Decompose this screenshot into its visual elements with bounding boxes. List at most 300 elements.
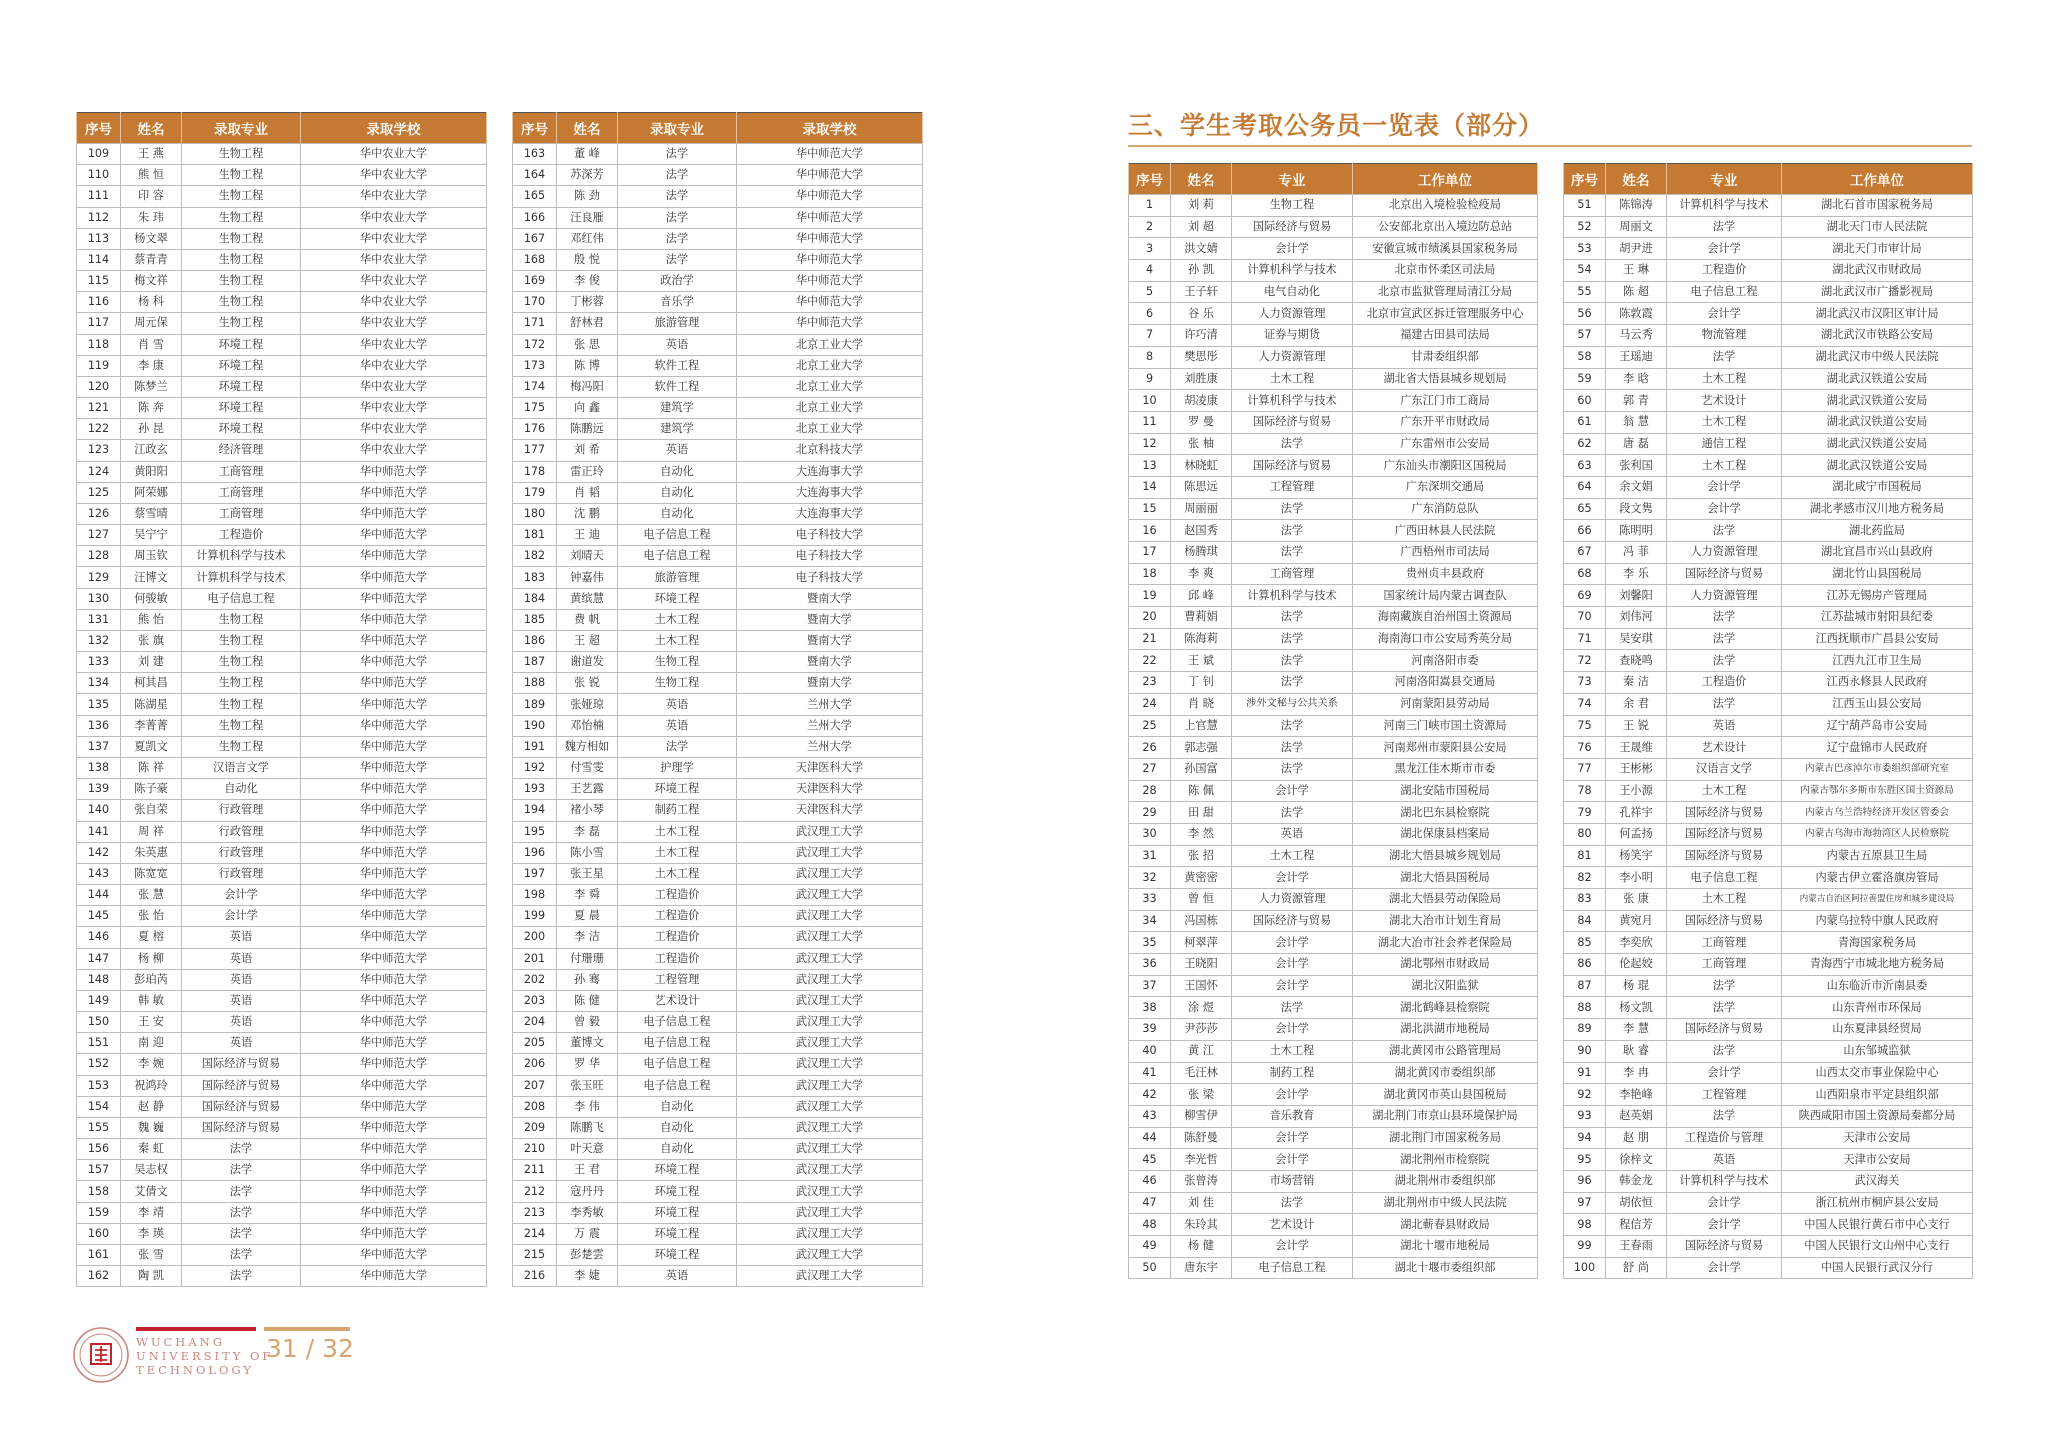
table-row (1129, 1214, 1538, 1236)
cell-major: 法学 (1232, 737, 1353, 759)
table-row (1129, 867, 1538, 889)
cell-index: 14 (1129, 476, 1171, 498)
cell-name: 李 然 (1171, 823, 1232, 845)
cell-index: 68 (1564, 563, 1606, 585)
cell-major: 会计学 (1232, 932, 1353, 954)
cell-index: 46 (1129, 1170, 1171, 1192)
cell-unit: 湖北竹山县国税局 (1782, 563, 1973, 585)
cell-unit: 华中师范大学 (301, 885, 487, 906)
table-row (1129, 975, 1538, 997)
cell-major: 工程造价 (618, 948, 737, 969)
cell-name: 吴安琪 (1606, 628, 1667, 650)
cell-unit: 华中师范大学 (301, 1181, 487, 1202)
table-row (1564, 585, 1973, 607)
cell-index: 216 (513, 1266, 557, 1287)
table-row (1129, 672, 1538, 694)
cell-unit: 武汉理工大学 (737, 1012, 923, 1033)
table-row (77, 1096, 487, 1117)
cell-major: 电子信息工程 (618, 1033, 737, 1054)
cell-major: 土木工程 (1232, 368, 1353, 390)
cell-name: 柯翠萍 (1171, 932, 1232, 954)
cell-unit: 华中师范大学 (737, 144, 923, 165)
cell-name: 谷 乐 (1171, 303, 1232, 325)
cell-unit: 广东开平市财政局 (1353, 411, 1538, 433)
cell-major: 行政管理 (182, 821, 301, 842)
cell-major: 工程管理 (618, 969, 737, 990)
cell-name: 张自荣 (121, 800, 182, 821)
cell-unit: 湖北荆门市京山县环境保护局 (1353, 1105, 1538, 1127)
table-row (1129, 845, 1538, 867)
cell-major: 人力资源管理 (1232, 346, 1353, 368)
cell-unit: 暨南大学 (737, 673, 923, 694)
cell-name: 江政玄 (121, 440, 182, 461)
table-row (513, 1117, 923, 1138)
cell-major: 法学 (1232, 542, 1353, 564)
cell-name: 秦 虹 (121, 1139, 182, 1160)
cell-unit: 湖北汉阳监狱 (1353, 975, 1538, 997)
cell-index: 18 (1129, 563, 1171, 585)
table-row (1129, 498, 1538, 520)
cell-index: 169 (513, 271, 557, 292)
table-row (77, 1054, 487, 1075)
cell-index: 58 (1564, 346, 1606, 368)
cell-unit: 华中师范大学 (301, 1033, 487, 1054)
cell-unit: 大连海事大学 (737, 482, 923, 503)
table-row (513, 398, 923, 419)
cell-major: 环境工程 (182, 419, 301, 440)
cell-index: 75 (1564, 715, 1606, 737)
cell-name: 柳雪伊 (1171, 1105, 1232, 1127)
cell-index: 67 (1564, 542, 1606, 564)
cell-major: 艺术设计 (1667, 737, 1782, 759)
cell-unit: 湖北安陆市国税局 (1353, 780, 1538, 802)
cell-name: 赵国秀 (1171, 520, 1232, 542)
cell-unit: 河南三门峡市国土资源局 (1353, 715, 1538, 737)
cell-major: 国际经济与贸易 (1667, 802, 1782, 824)
cell-unit: 华中师范大学 (301, 630, 487, 651)
cell-name: 何骏敏 (121, 588, 182, 609)
cell-index: 19 (1129, 585, 1171, 607)
cell-unit: 湖北孝感市汉川地方税务局 (1782, 498, 1973, 520)
cell-unit: 青海西宁市城北地方税务局 (1782, 954, 1973, 976)
cell-major: 工程管理 (1232, 476, 1353, 498)
cell-major: 法学 (182, 1202, 301, 1223)
cell-major: 环境工程 (618, 1181, 737, 1202)
table-row (77, 736, 487, 757)
table-row (1129, 281, 1538, 303)
cell-name: 李光哲 (1171, 1149, 1232, 1171)
cell-name: 陈宽宽 (121, 863, 182, 884)
column-header: 序号 (1129, 164, 1171, 195)
cell-unit: 兰州大学 (737, 736, 923, 757)
cell-name: 李菁菁 (121, 715, 182, 736)
cell-index: 188 (513, 673, 557, 694)
table-row (77, 207, 487, 228)
cell-unit: 湖北药监局 (1782, 520, 1973, 542)
table-row (1129, 368, 1538, 390)
table-row (77, 186, 487, 207)
cell-unit: 武汉理工大学 (737, 1266, 923, 1287)
column-header: 录取学校 (737, 113, 923, 144)
table-row (1129, 823, 1538, 845)
cell-unit: 天津医科大学 (737, 757, 923, 778)
table-row (1564, 476, 1973, 498)
cell-major: 自动化 (618, 1096, 737, 1117)
cell-name: 梅文祥 (121, 271, 182, 292)
cell-name: 田 甜 (1171, 802, 1232, 824)
cell-major: 法学 (1232, 672, 1353, 694)
cell-name: 邓红伟 (557, 228, 618, 249)
table-row (77, 588, 487, 609)
column-header: 工作单位 (1353, 164, 1538, 195)
cell-major: 英语 (1232, 823, 1353, 845)
cell-name: 黄阳阳 (121, 461, 182, 482)
cell-unit: 华中师范大学 (301, 1012, 487, 1033)
cell-major: 环境工程 (182, 376, 301, 397)
column-header: 录取专业 (618, 113, 737, 144)
cell-index: 49 (1129, 1236, 1171, 1258)
table-row (513, 694, 923, 715)
cell-major: 制药工程 (618, 800, 737, 821)
table-row (1129, 390, 1538, 412)
cell-name: 蔡雪晴 (121, 503, 182, 524)
cell-major: 艺术设计 (1232, 1214, 1353, 1236)
cell-index: 191 (513, 736, 557, 757)
cell-unit: 武汉理工大学 (737, 1139, 923, 1160)
cell-name: 洪文婧 (1171, 238, 1232, 260)
cell-index: 208 (513, 1096, 557, 1117)
cell-index: 196 (513, 842, 557, 863)
cell-index: 123 (77, 440, 121, 461)
table-row (1129, 1084, 1538, 1106)
table-row (1129, 693, 1538, 715)
table-row (1129, 889, 1538, 911)
cell-unit: 湖北十堰市委组织部 (1353, 1257, 1538, 1279)
cell-unit: 国家统计局内蒙古调查队 (1353, 585, 1538, 607)
cell-name: 夏 榕 (121, 927, 182, 948)
cell-index: 81 (1564, 845, 1606, 867)
table-row (1129, 954, 1538, 976)
cell-name: 周 祥 (121, 821, 182, 842)
cell-name: 熊 恒 (121, 165, 182, 186)
cell-unit: 湖北大冶市计划生育局 (1353, 910, 1538, 932)
cell-unit: 湖北十堰市地税局 (1353, 1236, 1538, 1258)
cell-name: 黄缤慧 (557, 588, 618, 609)
cell-name: 李 婉 (121, 1054, 182, 1075)
table-row (1564, 563, 1973, 585)
table-row (77, 863, 487, 884)
table-row (513, 630, 923, 651)
cell-index: 201 (513, 948, 557, 969)
cell-major: 生物工程 (618, 652, 737, 673)
table-row (513, 334, 923, 355)
cell-major: 艺术设计 (1667, 390, 1782, 412)
cell-unit: 武汉理工大学 (737, 1181, 923, 1202)
cell-name: 李小明 (1606, 867, 1667, 889)
table-row (1564, 411, 1973, 433)
cell-major: 会计学 (1232, 975, 1353, 997)
cell-major: 法学 (1232, 758, 1353, 780)
cell-major: 计算机科学与技术 (1667, 195, 1782, 217)
cell-name: 赵英娟 (1606, 1105, 1667, 1127)
cell-name: 陈鹏飞 (557, 1117, 618, 1138)
cell-unit: 广东消防总队 (1353, 498, 1538, 520)
cell-name: 王 安 (121, 1012, 182, 1033)
cell-index: 153 (77, 1075, 121, 1096)
table-row (1564, 628, 1973, 650)
cell-unit: 湖北荆州市中级人民法院 (1353, 1192, 1538, 1214)
wordmark-line-3: TECHNOLOGY (136, 1363, 255, 1377)
cell-major: 国际经济与贸易 (1232, 455, 1353, 477)
cell-unit: 北京科技大学 (737, 440, 923, 461)
cell-name: 刘 建 (121, 652, 182, 673)
cell-name: 刘晴天 (557, 546, 618, 567)
cell-unit: 华中师范大学 (301, 1075, 487, 1096)
footer-tan-bar (264, 1327, 350, 1331)
cell-unit: 湖北武汉市财政局 (1782, 260, 1973, 282)
cell-unit: 暨南大学 (737, 609, 923, 630)
cell-name: 朱 玮 (121, 207, 182, 228)
cell-index: 70 (1564, 607, 1606, 629)
cell-index: 164 (513, 165, 557, 186)
cell-unit: 华中师范大学 (301, 821, 487, 842)
cell-major: 法学 (618, 249, 737, 270)
cell-name: 祝鸿玲 (121, 1075, 182, 1096)
cell-index: 118 (77, 334, 121, 355)
cell-unit: 武汉理工大学 (737, 1075, 923, 1096)
cell-unit: 广东深圳交通局 (1353, 476, 1538, 498)
table-row (77, 1181, 487, 1202)
cell-unit: 广西田林县人民法院 (1353, 520, 1538, 542)
table-row (1564, 281, 1973, 303)
cell-name: 杨 柳 (121, 948, 182, 969)
cell-index: 76 (1564, 737, 1606, 759)
cell-name: 胡凌康 (1171, 390, 1232, 412)
cell-name: 吴志权 (121, 1160, 182, 1181)
cell-name: 陈 奔 (121, 398, 182, 419)
table-row (513, 1075, 923, 1096)
cell-major: 土木工程 (1667, 411, 1782, 433)
cell-unit: 内蒙古乌海市海勃湾区人民检察院 (1782, 823, 1973, 845)
cell-major: 法学 (618, 228, 737, 249)
cell-name: 王 迪 (557, 525, 618, 546)
cell-unit: 辽宁盘锦市人民政府 (1782, 737, 1973, 759)
table-row (513, 1202, 923, 1223)
table-row (513, 863, 923, 884)
cell-index: 206 (513, 1054, 557, 1075)
table-row (1564, 1019, 1973, 1041)
cell-major: 法学 (1232, 715, 1353, 737)
cell-unit: 华中师范大学 (301, 779, 487, 800)
cell-name: 罗 曼 (1171, 411, 1232, 433)
cell-index: 136 (77, 715, 121, 736)
cell-index: 88 (1564, 997, 1606, 1019)
table-row (513, 440, 923, 461)
cell-unit: 华中师范大学 (301, 715, 487, 736)
table-row (1129, 238, 1538, 260)
table-row (1564, 195, 1973, 217)
cell-major: 国际经济与贸易 (1232, 910, 1353, 932)
cell-major: 工商管理 (182, 503, 301, 524)
cell-index: 149 (77, 990, 121, 1011)
cell-index: 195 (513, 821, 557, 842)
cell-major: 行政管理 (182, 842, 301, 863)
table-row (513, 588, 923, 609)
table-row (513, 906, 923, 927)
cell-index: 12 (1129, 433, 1171, 455)
cell-major: 计算机科学与技术 (182, 567, 301, 588)
table-row (1564, 672, 1973, 694)
cell-major: 生物工程 (182, 249, 301, 270)
cell-name: 王彬彬 (1606, 758, 1667, 780)
cell-major: 英语 (618, 694, 737, 715)
cell-name: 刘胜康 (1171, 368, 1232, 390)
cell-name: 徐梓文 (1606, 1149, 1667, 1171)
cell-name: 朱英惠 (121, 842, 182, 863)
cell-major: 会计学 (1232, 867, 1353, 889)
table-row (1564, 368, 1973, 390)
cell-major: 法学 (182, 1160, 301, 1181)
cell-index: 97 (1564, 1192, 1606, 1214)
cell-name: 王 超 (557, 630, 618, 651)
cell-index: 138 (77, 757, 121, 778)
cell-name: 李 俊 (557, 271, 618, 292)
cell-major: 电子信息工程 (618, 1075, 737, 1096)
cell-unit: 湖北荆州市检察院 (1353, 1149, 1538, 1171)
cell-name: 陈明明 (1606, 520, 1667, 542)
cell-major: 法学 (182, 1139, 301, 1160)
cell-name: 张 招 (1171, 845, 1232, 867)
table-row (77, 1266, 487, 1287)
cell-name: 李 晗 (1606, 368, 1667, 390)
table-row (513, 1054, 923, 1075)
cell-name: 翁 慧 (1606, 411, 1667, 433)
cell-index: 204 (513, 1012, 557, 1033)
cell-major: 法学 (1667, 1105, 1782, 1127)
cell-major: 自动化 (618, 1139, 737, 1160)
cell-index: 40 (1129, 1040, 1171, 1062)
table-row (513, 736, 923, 757)
table-row (77, 440, 487, 461)
table-row (1564, 216, 1973, 238)
table-row (1564, 1214, 1973, 1236)
cell-index: 126 (77, 503, 121, 524)
cell-unit: 湖北黄冈市英山县国税局 (1353, 1084, 1538, 1106)
university-seal-logo (72, 1326, 130, 1384)
cell-unit: 华中师范大学 (301, 757, 487, 778)
cell-major: 英语 (182, 927, 301, 948)
cell-index: 78 (1564, 780, 1606, 802)
cell-unit: 华中农业大学 (301, 398, 487, 419)
cell-index: 213 (513, 1202, 557, 1223)
cell-name: 曾 恒 (1171, 889, 1232, 911)
cell-unit: 武汉理工大学 (737, 1223, 923, 1244)
cell-index: 124 (77, 461, 121, 482)
cell-major: 计算机科学与技术 (1232, 260, 1353, 282)
cell-unit: 华中师范大学 (737, 292, 923, 313)
cell-unit: 华中师范大学 (301, 525, 487, 546)
cell-major: 法学 (1667, 997, 1782, 1019)
cell-unit: 华中农业大学 (301, 355, 487, 376)
cell-index: 99 (1564, 1236, 1606, 1258)
cell-name: 陈敦霞 (1606, 303, 1667, 325)
cell-index: 45 (1129, 1149, 1171, 1171)
cell-unit: 江西玉山县公安局 (1782, 693, 1973, 715)
cell-major: 英语 (1667, 1149, 1782, 1171)
cell-name: 陈锦涛 (1606, 195, 1667, 217)
cell-unit: 武汉理工大学 (737, 1096, 923, 1117)
table-row (1564, 758, 1973, 780)
footer-red-bar (136, 1327, 256, 1331)
grad-admission-table-right (512, 112, 923, 1287)
wordmark-line-2: UNIVERSITY OF (136, 1349, 274, 1363)
cell-index: 93 (1564, 1105, 1606, 1127)
table-row (77, 1033, 487, 1054)
university-wordmark (136, 1335, 273, 1377)
cell-name: 李 舜 (557, 885, 618, 906)
cell-unit: 兰州大学 (737, 694, 923, 715)
cell-major: 工程造价 (1667, 260, 1782, 282)
cell-unit: 湖北武汉市汉阳区审计局 (1782, 303, 1973, 325)
cell-index: 187 (513, 652, 557, 673)
table-row (1564, 303, 1973, 325)
cell-name: 王瑶迪 (1606, 346, 1667, 368)
table-row (1564, 1084, 1973, 1106)
cell-unit: 公安部北京出入境边防总站 (1353, 216, 1538, 238)
cell-name: 丁彬蓉 (557, 292, 618, 313)
title-divider (1128, 145, 1972, 147)
table-row (77, 567, 487, 588)
cell-major: 土木工程 (1232, 845, 1353, 867)
cell-index: 31 (1129, 845, 1171, 867)
cell-index: 5 (1129, 281, 1171, 303)
table-row (513, 355, 923, 376)
cell-unit: 华中师范大学 (301, 1139, 487, 1160)
cell-major: 电子信息工程 (1232, 1257, 1353, 1279)
cell-unit: 北京工业大学 (737, 355, 923, 376)
cell-major: 工程造价与管理 (1667, 1127, 1782, 1149)
table-row (77, 673, 487, 694)
cell-name: 李 乐 (1606, 563, 1667, 585)
cell-unit: 华中师范大学 (737, 186, 923, 207)
civil-servant-table-right (1563, 163, 1973, 1279)
table-row (1564, 607, 1973, 629)
cell-unit: 华中师范大学 (737, 313, 923, 334)
cell-unit: 山东青州市环保局 (1782, 997, 1973, 1019)
cell-name: 邓怡楠 (557, 715, 618, 736)
cell-name: 刘伟河 (1606, 607, 1667, 629)
cell-name: 朱玲其 (1171, 1214, 1232, 1236)
cell-unit: 电子科技大学 (737, 525, 923, 546)
cell-major: 会计学 (1232, 954, 1353, 976)
cell-major: 会计学 (1232, 1236, 1353, 1258)
cell-name: 王晓阳 (1171, 954, 1232, 976)
cell-unit: 华中师范大学 (301, 503, 487, 524)
cell-name: 汪博文 (121, 567, 182, 588)
cell-index: 53 (1564, 238, 1606, 260)
cell-index: 181 (513, 525, 557, 546)
cell-major: 土木工程 (1667, 780, 1782, 802)
table-row (77, 334, 487, 355)
cell-index: 27 (1129, 758, 1171, 780)
cell-name: 周元保 (121, 313, 182, 334)
cell-name: 吴宁宁 (121, 525, 182, 546)
cell-unit: 黑龙江佳木斯市市委 (1353, 758, 1538, 780)
cell-name: 程信芳 (1606, 1214, 1667, 1236)
cell-name: 刘 超 (1171, 216, 1232, 238)
cell-name: 叶天意 (557, 1139, 618, 1160)
cell-name: 唐 磊 (1606, 433, 1667, 455)
